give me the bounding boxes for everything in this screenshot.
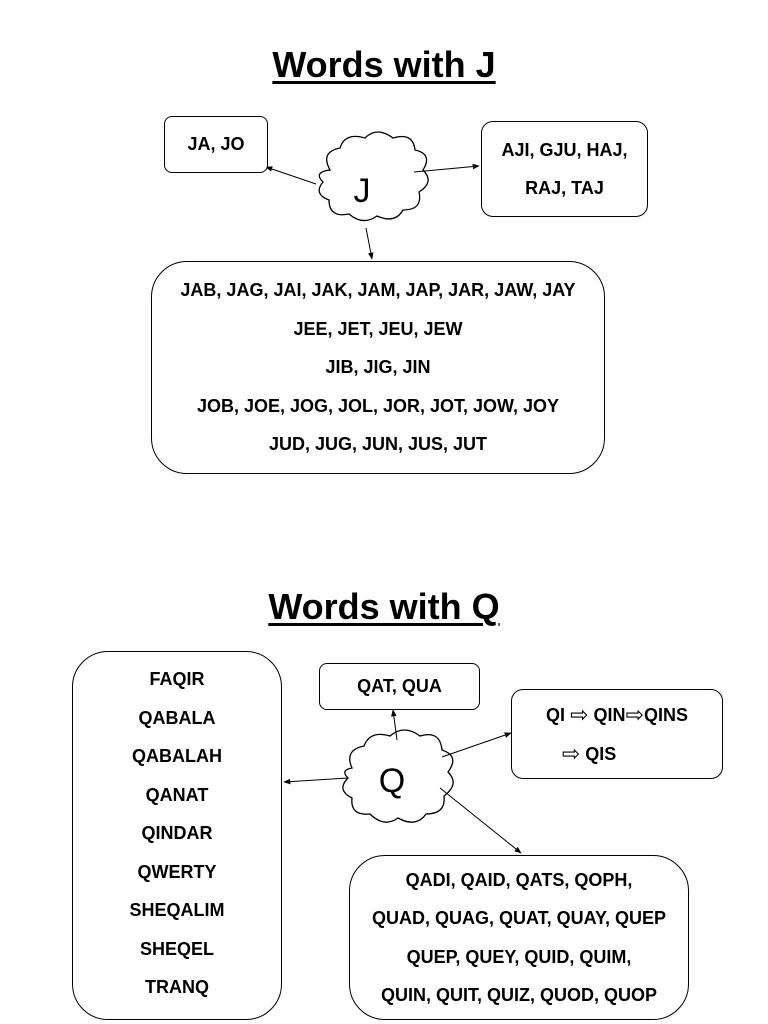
right-hollow-arrow-icon: ⇨ (561, 741, 581, 766)
j-starts-with-line: JAB, JAG, JAI, JAK, JAM, JAP, JAR, JAW, JAY (180, 280, 576, 301)
arrow-j-to-two-letter (266, 167, 316, 184)
j-contains-line: RAJ, TAJ (525, 178, 604, 198)
j-starts-with-box (151, 261, 605, 474)
j-starts-with-line: JOB, JOE, JOG, JOL, JOR, JOT, JOW, JOY (196, 395, 560, 416)
right-hollow-arrow-icon: ⇨ (570, 701, 589, 727)
j-two-letter-line: JA, JO (187, 134, 245, 155)
q-four-letter-line: QUAD, QUAG, QUAT, QUAY, QUEP (371, 908, 667, 928)
qis-word: QIS (585, 744, 617, 764)
q-no-u-word: QABALAH (132, 746, 222, 766)
q-no-u-word: FAQIR (149, 669, 205, 689)
q-four-letter-box (349, 855, 689, 1020)
q-no-u-word: TRANQ (145, 977, 209, 997)
arrow-q-to-four-letter (440, 788, 521, 853)
j-contains-box (481, 121, 648, 217)
arrow-j-to-starts-with (366, 228, 372, 259)
q-no-u-word: QABALA (138, 707, 216, 728)
q-four-letter-line: QUIN, QUIT, QUIZ, QUOD, QUOP (380, 985, 657, 1005)
q-three-letter-line: QAT, QUA (357, 676, 442, 697)
section-q-title: Words with Q (268, 586, 500, 627)
q-no-u-box (72, 651, 282, 1020)
qi-word: QI (546, 704, 566, 725)
q-four-letter-line: QUEP, QUEY, QUID, QUIM, (406, 946, 632, 967)
j-two-letter-box (164, 116, 268, 173)
j-starts-with-line: JEE, JET, JEU, JEW (293, 318, 463, 339)
q-no-u-word: QANAT (145, 784, 209, 805)
q-four-letter-line: QADI, QAID, QATS, QOPH, (405, 869, 633, 890)
q-cloud-label: Q (378, 762, 406, 800)
q-qi-chain-row (546, 695, 688, 735)
right-hollow-arrow-icon: ⇨ (625, 701, 644, 727)
qins-word: QINS (643, 704, 688, 725)
q-no-u-word: SHEQEL (139, 938, 214, 959)
qin-word: QIN (593, 704, 626, 725)
q-no-u-word: QWERTY (137, 861, 217, 882)
q-qi-chain-box (511, 689, 723, 779)
j-starts-with-line: JIB, JIG, JIN (325, 357, 431, 378)
j-cloud-label: J (353, 172, 371, 210)
arrow-q-to-qi-chain (442, 733, 511, 757)
q-qi-chain-row (562, 734, 616, 774)
q-no-u-word: SHEQALIM (129, 900, 225, 920)
arrow-q-to-no-u-words (284, 778, 348, 782)
q-no-u-word: QINDAR (141, 823, 213, 843)
q-three-letter-box (319, 663, 480, 710)
j-contains-line: AJI, GJU, HAJ, (501, 139, 628, 160)
section-j-title: Words with J (272, 44, 496, 85)
j-starts-with-line: JUD, JUG, JUN, JUS, JUT (268, 434, 488, 455)
